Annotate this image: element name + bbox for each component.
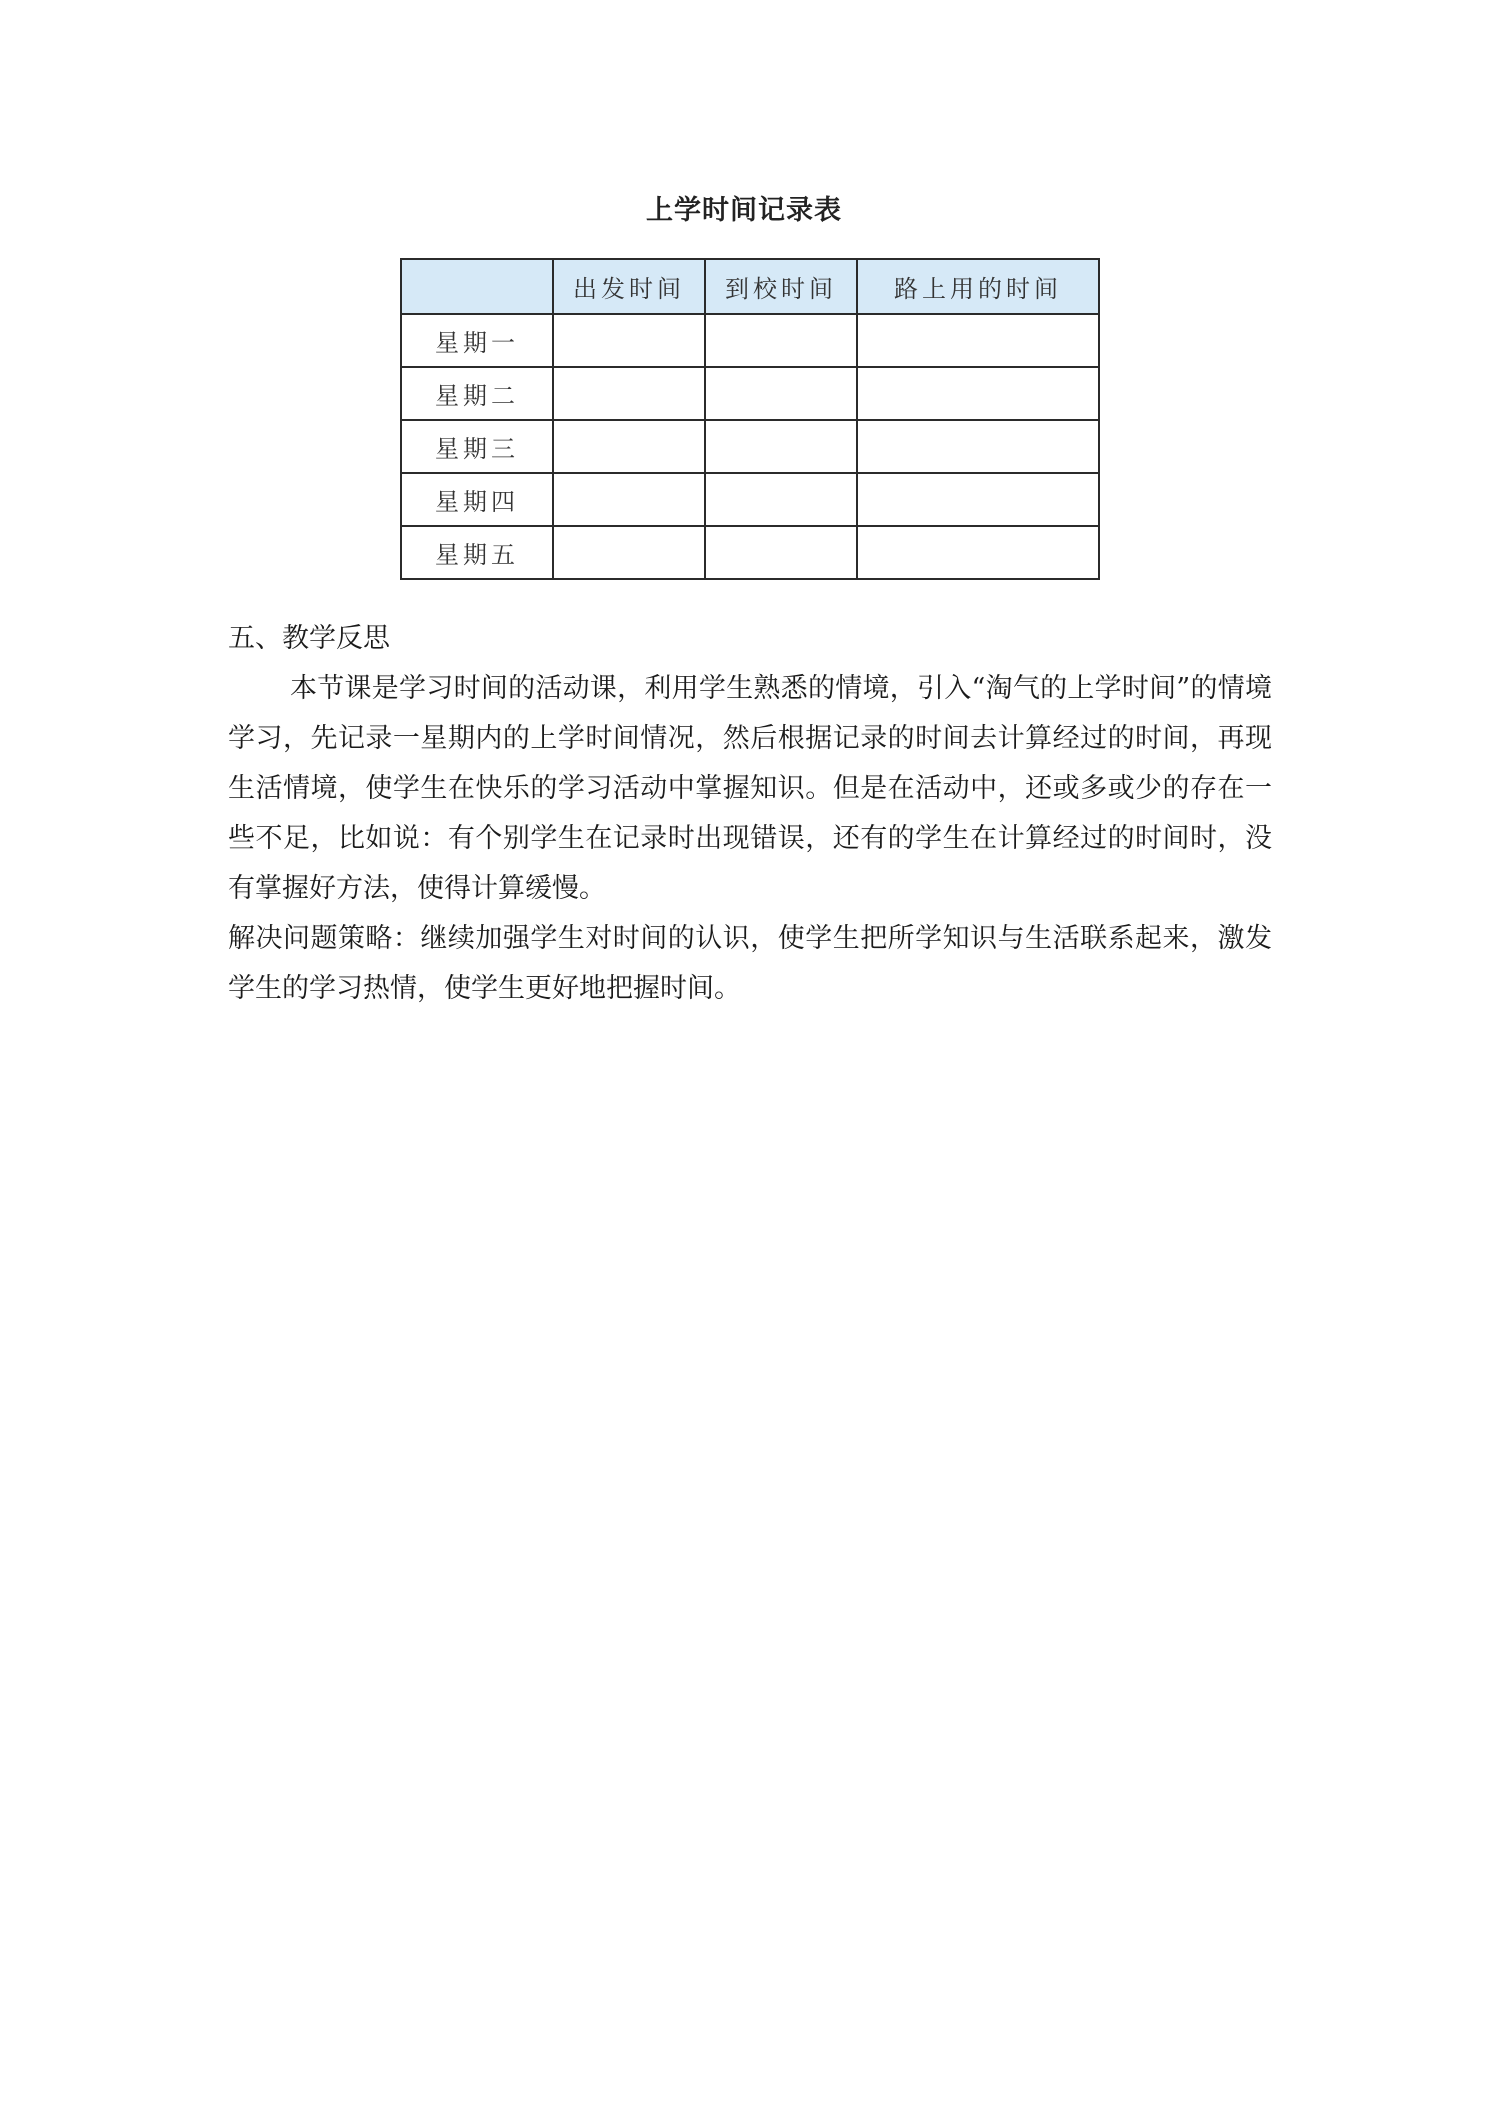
header-cell-arrival-time: 到校时间 xyxy=(705,259,857,314)
table-cell xyxy=(857,473,1099,526)
table-row xyxy=(401,420,1099,473)
table-cell xyxy=(553,420,705,473)
table-cell xyxy=(553,367,705,420)
table-cell xyxy=(553,314,705,367)
header-cell-travel-time: 路上用的时间 xyxy=(857,259,1099,314)
table-row xyxy=(401,473,1099,526)
table-cell xyxy=(553,473,705,526)
row-label-wednesday: 星期三 xyxy=(401,420,553,473)
table-cell xyxy=(705,367,857,420)
reflection-paragraph: 本节课是学习时间的活动课，利用学生熟悉的情境，引入“淘气的上学时间”的情境学习，先记录一星期内的上学时间情况，然后根据记录的时间去计算经过的时间，再现生活情境，使学生在快乐的学习活动中掌握知识。但是在活动中，还或多或少的存在一些不足，比如说：有个别学生在记录时出现错误，还有的学生在计算经过的时间时，没有掌握好方法，使得计算缓慢。 xyxy=(228,673,1272,904)
section-heading: 五、教学反思 xyxy=(228,623,390,654)
table-header-row xyxy=(401,259,1099,314)
time-record-table xyxy=(400,258,1100,580)
table-title: 上学时间记录表 xyxy=(646,195,842,226)
table-row xyxy=(401,367,1099,420)
table-cell xyxy=(553,526,705,579)
table-cell xyxy=(857,314,1099,367)
header-cell-corner xyxy=(401,259,553,314)
table-cell xyxy=(705,473,857,526)
table-cell xyxy=(705,314,857,367)
table-cell xyxy=(857,367,1099,420)
row-label-tuesday: 星期二 xyxy=(401,367,553,420)
row-label-monday: 星期一 xyxy=(401,314,553,367)
header-cell-departure-time: 出发时间 xyxy=(553,259,705,314)
row-label-friday: 星期五 xyxy=(401,526,553,579)
strategy-paragraph: 解决问题策略：继续加强学生对时间的认识，使学生把所学知识与生活联系起来，激发学生的学习热情，使学生更好地把握时间。 xyxy=(228,923,1272,1004)
table-cell xyxy=(705,420,857,473)
reflection-section xyxy=(228,614,1272,1014)
table-cell xyxy=(857,526,1099,579)
table-row xyxy=(401,314,1099,367)
row-label-thursday: 星期四 xyxy=(401,473,553,526)
table-cell xyxy=(857,420,1099,473)
table-cell xyxy=(705,526,857,579)
table-row xyxy=(401,526,1099,579)
